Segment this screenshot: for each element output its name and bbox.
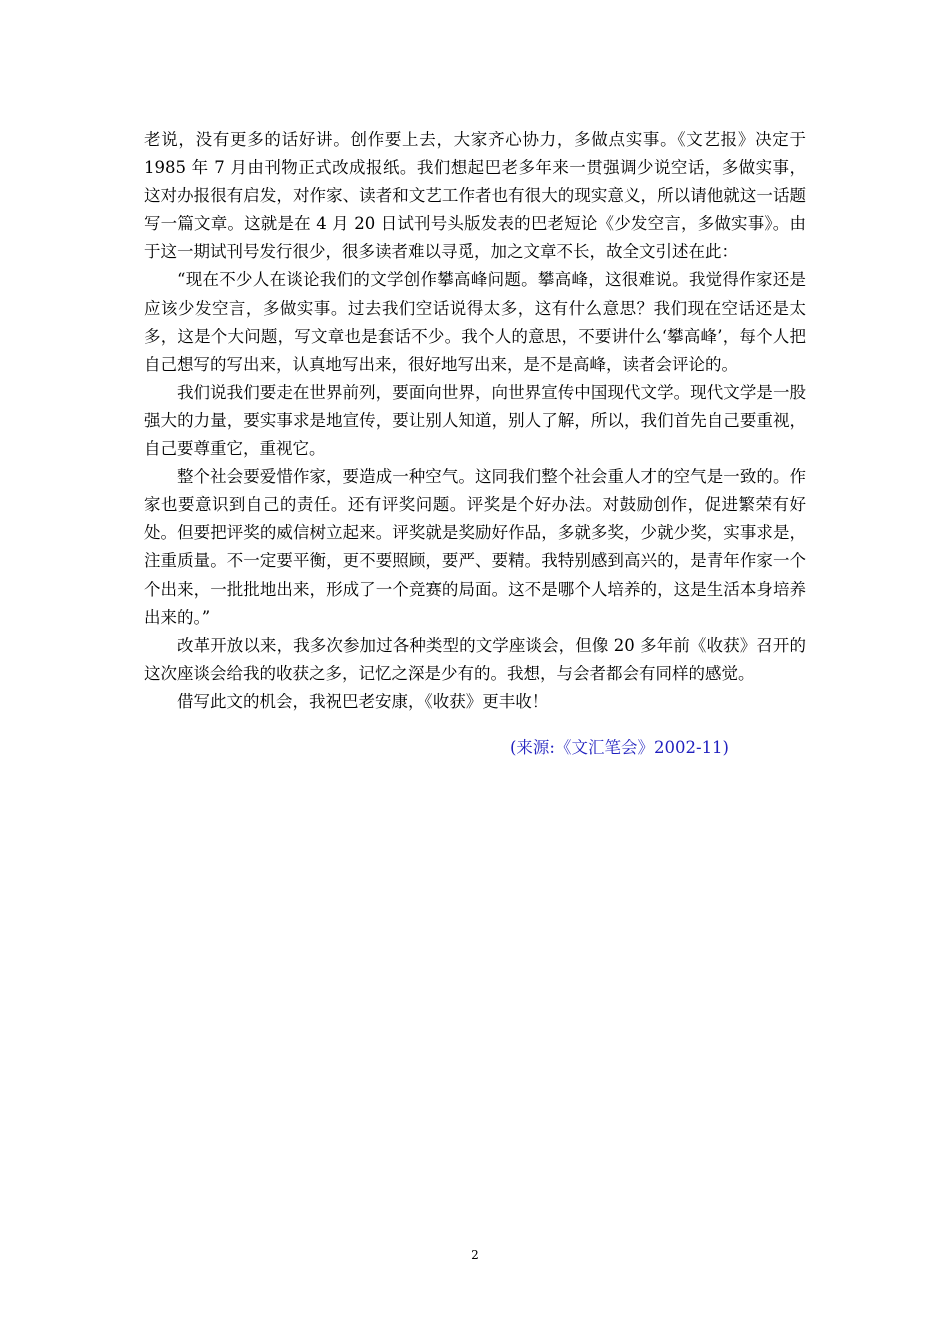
document-body: [144, 126, 806, 762]
paragraph-2: “现在不少人在谈论我们的文学创作攀高峰问题。攀高峰，这很难说。我觉得作家还是应该少发空言，多做实事。过去我们空话说得太多，这有什么意思？我们现在空话还是太多，这是个大问题，写文章也是套话不少。我个人的意思，不要讲什么‘攀高峰’，每个人把自己想写的写出来，认真地写出来，很好地写出来，是不是高峰，读者会评论的。: [144, 270, 806, 374]
source-citation: (来源:《文汇笔会》2002-11): [510, 737, 729, 757]
paragraph-1: 老说，没有更多的话好讲。创作要上去，大家齐心协力，多做点实事。《文艺报》决定于 1985 年 7 月由刊物正式改成报纸。我们想起巴老多年来一贯强调少说空话，多做实事，这对办报很有启发，对作家、读者和文艺工作者也有很大的现实意义，所以请他就这一话题写一篇文章。这就是在 4 月 20 日试刊号头版发表的巴老短论《少发空言，多做实事》。由于这一期试刊号发行很少，很多读者难以寻觅，加之文章不长，故全文引述在此：: [144, 130, 806, 262]
paragraph-3: 我们说我们要走在世界前列，要面向世界，向世界宣传中国现代文学。现代文学是一股强大的力量，要实事求是地宣传，要让别人知道，别人了解，所以，我们首先自己要重视，自己要尊重它，重视它。: [144, 382, 806, 459]
paragraph-6: 借写此文的机会，我祝巴老安康，《收获》更丰收！: [177, 691, 549, 711]
paragraph-5: 改革开放以来，我多次参加过各种类型的文学座谈会，但像 20 多年前《收获》召开的这次座谈会给我的收获之多，记忆之深是少有的。我想，与会者都会有同样的感觉。: [144, 635, 806, 683]
paragraph-4: 整个社会要爱惜作家，要造成一种空气。这同我们整个社会重人才的空气是一致的。作家也要意识到自己的责任。还有评奖问题。评奖是个好办法。对鼓励创作，促进繁荣有好处。但要把评奖的威信树立起来。评奖就是奖励好作品，多就多奖，少就少奖，实事求是，注重质量。不一定要平衡，更不要照顾，要严、要精。我特别感到高兴的，是青年作家一个个出来，一批批地出来，形成了一个竞赛的局面。这不是哪个人培养的，这是生活本身培养出来的。”: [144, 467, 806, 627]
page-number: 2: [471, 1248, 479, 1262]
